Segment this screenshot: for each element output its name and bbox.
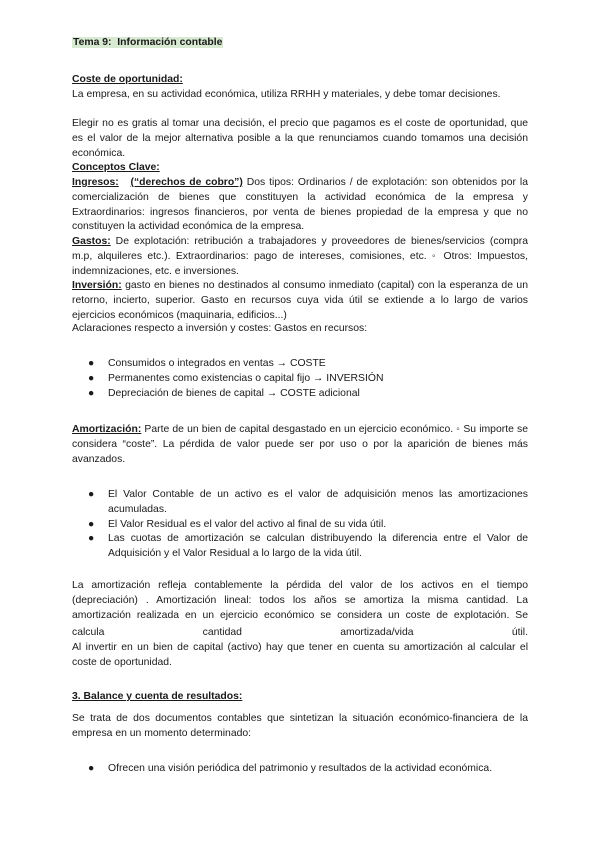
amortizacion2-paragraph-1-last: calcula cantidad amortizada/vida útil. — [72, 627, 528, 638]
bullet-icon: ● — [88, 387, 95, 399]
ingresos-term: Ingresos: — [72, 177, 119, 188]
coste-heading: Coste de oportunidad: — [72, 74, 183, 85]
ingresos-text: Dos tipos: Ordinarios / de explotación: son obtenidos por la comercialización de bienes que constituyen la actividad económica de la empresa y Extraordinarios: ingresos financieros, por venta de bienes propiedad de la empresa y que no constituyen la actividad económica de la empresa. — [72, 177, 528, 233]
gastos-text: De explotación: retribución a trabajadores y proveedores de bienes/servicios (compra m.p, alquileres etc.). Extraordinarios: pago de intereses, comisiones, etc. ◦ Otros: Impuestos, indemnizaciones, etc. e inversiones. — [72, 236, 528, 277]
ingresos-paren: (“derechos de cobro”) — [130, 177, 243, 188]
bullet-icon: ● — [88, 763, 95, 774]
inversion-term: Inversión: — [72, 280, 122, 291]
bullet-list-1 — [72, 357, 528, 401]
bullet-icon: ● — [88, 533, 95, 545]
title-text: Información contable — [117, 37, 223, 48]
amortizacion-paragraph — [72, 423, 528, 467]
list-item: ● Depreciación de bienes de capital → COSTE adicional — [72, 387, 528, 402]
title-label: Tema 9: — [73, 37, 112, 48]
amortizacion-text: Parte de un bien de capital desgastado en un ejercicio económico. ◦ Su importe se considera “coste”. La pérdida de valor puede ser por uso o por la aparición de bienes más avanzados. — [72, 424, 528, 465]
amortizacion2-paragraph-1: La amortización refleja contablemente la pérdida del valor de los activos en el tiempo (depreciación) . Amortización lineal: todos los años se amortiza la misma cantidad. La amortización realizada en un ejercicio económico se considera un coste de explotación. Se — [72, 580, 528, 621]
gastos-paragraph — [72, 235, 528, 279]
conceptos-heading: Conceptos Clave: — [72, 162, 160, 173]
gastos-term: Gastos: — [72, 236, 111, 247]
list-item: ● El Valor Contable de un activo es el valor de adquisición menos las amortizaciones acumuladas. — [88, 489, 528, 515]
bullet-list-2 — [72, 488, 528, 562]
list-item: ● Consumidos o integrados en ventas → COSTE — [72, 357, 528, 372]
ingresos-paragraph — [72, 176, 528, 235]
list-item: ● Las cuotas de amortización se calculan distribuyendo la diferencia entre el Valor de Adquisición y el Valor Residual a lo largo de la vida útil. — [88, 533, 528, 560]
aclaraciones-line: Aclaraciones respecto a inversión y costes: Gastos en recursos: — [72, 323, 368, 334]
inversion-paragraph — [72, 279, 528, 323]
amortizacion2-paragraph-2: Al invertir en un bien de capital (activo) hay que tener en cuenta su amortización al calcular el coste de oportunidad. — [72, 642, 528, 668]
balance-paragraph: Se trata de dos documentos contables que sintetizan la situación económico-financiera de la empresa en un momento determinado: — [72, 713, 528, 739]
balance-heading: 3. Balance y cuenta de resultados: — [72, 691, 243, 702]
bullet-icon: ● — [88, 518, 95, 530]
bullet-icon: ● — [88, 372, 95, 384]
list-item: ● El Valor Residual es el valor del activo al final de su vida útil. — [72, 518, 528, 533]
bullet-list-3 — [72, 762, 528, 777]
bullet-icon: ● — [88, 489, 95, 500]
list-item: ● Permanentes como existencias o capital fijo → INVERSIÓN — [72, 372, 528, 387]
bullet-icon: ● — [88, 358, 95, 369]
amortizacion-term: Amortización: — [72, 424, 142, 435]
list-item: ● Ofrecen una visión periódica del patrimonio y resultados de la actividad económica. — [72, 762, 528, 777]
coste-paragraph-1: La empresa, en su actividad económica, utiliza RRHH y materiales, y debe tomar decisiones. — [72, 89, 501, 100]
inversion-text: gasto en bienes no destinados al consumo inmediato (capital) con la esperanza de un retorno, incierto, superior. Gasto en recursos cuya vida útil se extiende a lo largo de varios ejercicios económicos (maquinaria, edificios...) — [72, 280, 528, 321]
coste-paragraph-2: Elegir no es gratis al tomar una decisión, el precio que pagamos es el coste de oportunidad, que es el valor de la mejor alternativa posible a la que renunciamos cuando tomamos una decisión económica. — [72, 118, 528, 159]
page-title — [72, 36, 528, 51]
